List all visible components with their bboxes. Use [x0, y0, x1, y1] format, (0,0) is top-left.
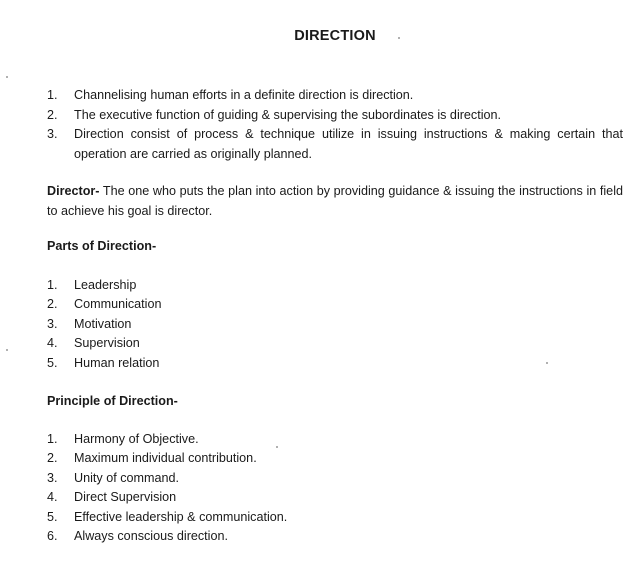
item-number: 6. [47, 529, 58, 544]
item-number: 2. [47, 107, 58, 122]
item-number: 5. [47, 355, 58, 370]
list-item [47, 508, 287, 527]
list-item [47, 295, 162, 314]
item-number: 5. [47, 509, 58, 524]
scan-speck [6, 349, 8, 351]
item-text: Direction consist of process & technique utilize in issuing instructions & making certain that operation are carried as originally planned. [74, 127, 623, 161]
item-number: 4. [47, 336, 58, 351]
item-text: Communication [74, 297, 162, 312]
director-definition [47, 181, 623, 221]
item-text: Harmony of Objective. [74, 432, 199, 446]
list-item [47, 354, 162, 373]
item-text: The executive function of guiding & supervising the subordinates is direction. [74, 107, 502, 122]
item-number: 3. [47, 316, 58, 331]
item-text: Human relation [74, 355, 160, 370]
item-text: Supervision [74, 336, 140, 351]
item-text: Channelising human efforts in a definite direction is direction. [74, 88, 414, 102]
item-text: Direct Supervision [74, 490, 177, 505]
list-item [47, 469, 287, 488]
item-text: Leadership [74, 278, 137, 292]
list-item [47, 315, 162, 334]
page-title: DIRECTION [294, 28, 376, 44]
item-number: 1. [47, 88, 58, 102]
item-number: 2. [47, 451, 58, 466]
list-item [47, 449, 287, 468]
principles-list [47, 430, 287, 546]
item-number: 3. [47, 470, 58, 485]
list-item [47, 527, 287, 546]
scan-speck [276, 446, 278, 448]
item-number: 1. [47, 278, 58, 292]
parts-heading: Parts of Direction- [47, 239, 157, 253]
list-item [47, 488, 287, 507]
list-item [47, 125, 623, 164]
parts-list [47, 276, 162, 373]
scan-speck [546, 362, 548, 364]
director-text: The one who puts the plan into action by providing guidance & issuing the instructions in field to achieve his goal is director. [47, 184, 623, 218]
list-item [47, 276, 162, 295]
intro-list [47, 86, 623, 164]
item-number: 4. [47, 490, 58, 505]
list-item [47, 86, 623, 106]
item-text: Always conscious direction. [74, 529, 228, 544]
director-term: Director- [47, 184, 100, 198]
item-text: Motivation [74, 316, 132, 331]
item-text: Unity of command. [74, 470, 179, 485]
item-number: 1. [47, 432, 58, 446]
scan-speck [398, 37, 400, 39]
list-item [47, 334, 162, 353]
item-number: 3. [47, 127, 58, 141]
item-text: Effective leadership & communication. [74, 509, 288, 524]
item-number: 2. [47, 297, 58, 312]
scan-speck [6, 76, 8, 78]
principles-heading: Principle of Direction- [47, 394, 178, 408]
item-text: Maximum individual contribution. [74, 451, 257, 466]
list-item [47, 430, 287, 449]
list-item [47, 106, 623, 126]
